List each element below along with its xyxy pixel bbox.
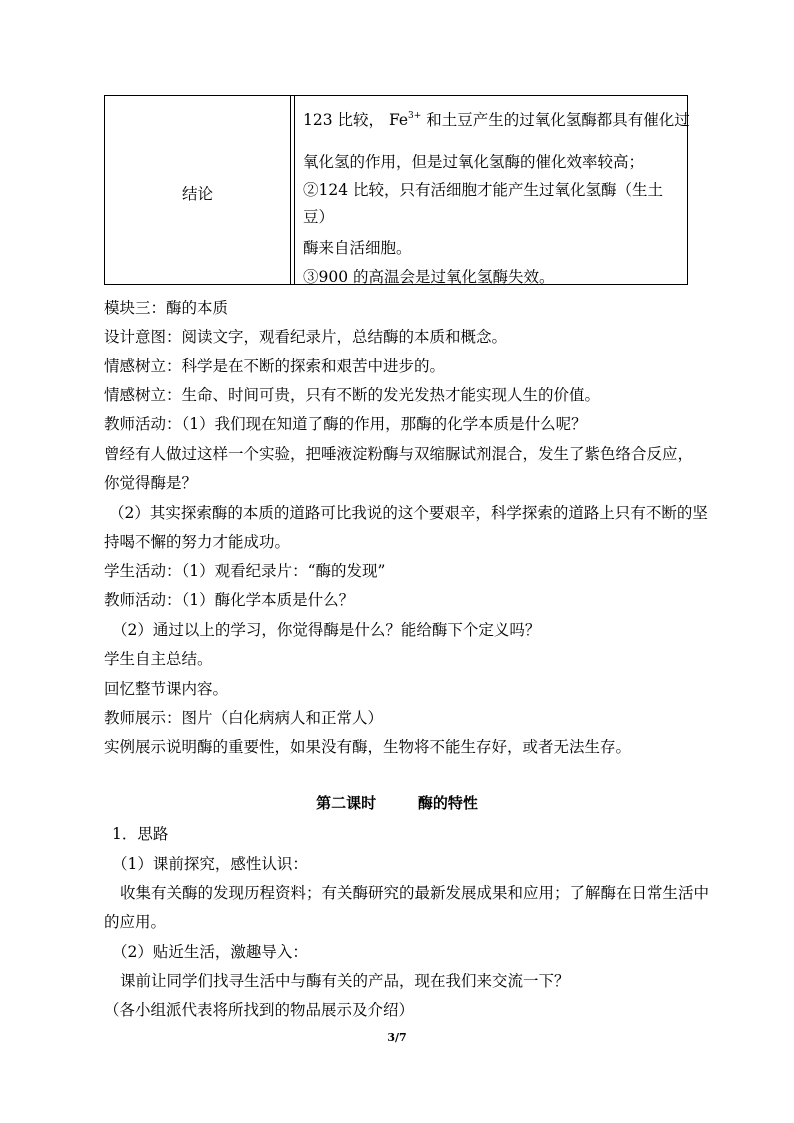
paragraph: 情感树立：科学是在不断的探索和艰苦中进步的。 xyxy=(104,357,446,375)
paragraph: 实例展示说明酶的重要性，如果没有酶，生物将不能生存好，或者无法生存。 xyxy=(104,738,632,756)
table-label: 结论 xyxy=(181,185,213,203)
conclusion-table xyxy=(104,95,688,285)
table-line-1: 123 比较， $Fe^{3+}$ 和土豆产生的过氧化氢酶都具有催化过 xyxy=(303,111,690,129)
paragraph: 曾经有人做过这样一个实验，把唾液淀粉酶与双缩脲试剂混合，发生了紫色络合反应， xyxy=(104,445,694,463)
section-title: 第二课时 酶的特性 xyxy=(316,794,478,812)
paragraph: （2）贴近生活，激趣导入： xyxy=(112,943,308,961)
paragraph: 课前让同学们找寻生活中与酶有关的产品，现在我们来交流一下？ xyxy=(120,972,570,990)
paragraph: 情感树立：生命、时间可贵，只有不断的发光发热才能实现人生的价值。 xyxy=(104,386,601,404)
paragraph: 设计意图：阅读文字，观看纪录片，总结酶的本质和概念。 xyxy=(104,328,508,346)
paragraph: 持喝不懈的努力才能成功。 xyxy=(104,533,291,551)
table-line-5: 酶来自活细胞。 xyxy=(303,239,412,257)
table-line-4: 豆） xyxy=(303,208,335,226)
table-label-cell xyxy=(105,96,291,284)
paragraph: 收集有关酶的发现历程资料；有关酶研究的最新发展成果和应用；了解酶在日常生活中 xyxy=(120,884,710,902)
module-heading: 模块三：酶的本质 xyxy=(104,299,229,317)
paragraph: 你觉得酶是？ xyxy=(104,474,198,492)
paragraph: 1．思路 xyxy=(112,825,169,843)
paragraph: （各小组派代表将所找到的物品展示及介绍） xyxy=(104,1001,415,1019)
paragraph: 的应用。 xyxy=(104,913,167,931)
paragraph: 教师活动：（1）酶化学本质是什么？ xyxy=(104,591,355,609)
paragraph: 教师展示：图片（白化病病人和正常人） xyxy=(104,709,384,727)
paragraph: 回忆整节课内容。 xyxy=(104,680,229,698)
paragraph: （1）课前探究，感性认识： xyxy=(112,855,308,873)
paragraph: 学生自主总结。 xyxy=(104,650,213,668)
table-line-6: ③900 的高温会是过氧化氢酶失效。 xyxy=(303,268,555,286)
page-number: 3/7 xyxy=(387,1031,407,1044)
paragraph: （2）通过以上的学习，你觉得酶是什么？能给酶下个定义吗？ xyxy=(112,621,541,639)
paragraph: （2）其实探索酶的本质的道路可比我说的这个要艰辛，科学探索的道路上只有不断的坚 xyxy=(109,504,708,522)
table-inner-border xyxy=(294,96,298,284)
table-line-2: 氧化氢的作用，但是过氧化氢酶的催化效率较高； xyxy=(303,153,645,171)
paragraph: 学生活动：（1）观看纪录片：“酶的发现” xyxy=(104,562,386,580)
table-line-3: ②124 比较，只有活细胞才能产生过氧化氢酶（生土 xyxy=(303,181,664,199)
paragraph: 教师活动：（1）我们现在知道了酶的作用，那酶的化学本质是什么呢？ xyxy=(104,415,587,433)
